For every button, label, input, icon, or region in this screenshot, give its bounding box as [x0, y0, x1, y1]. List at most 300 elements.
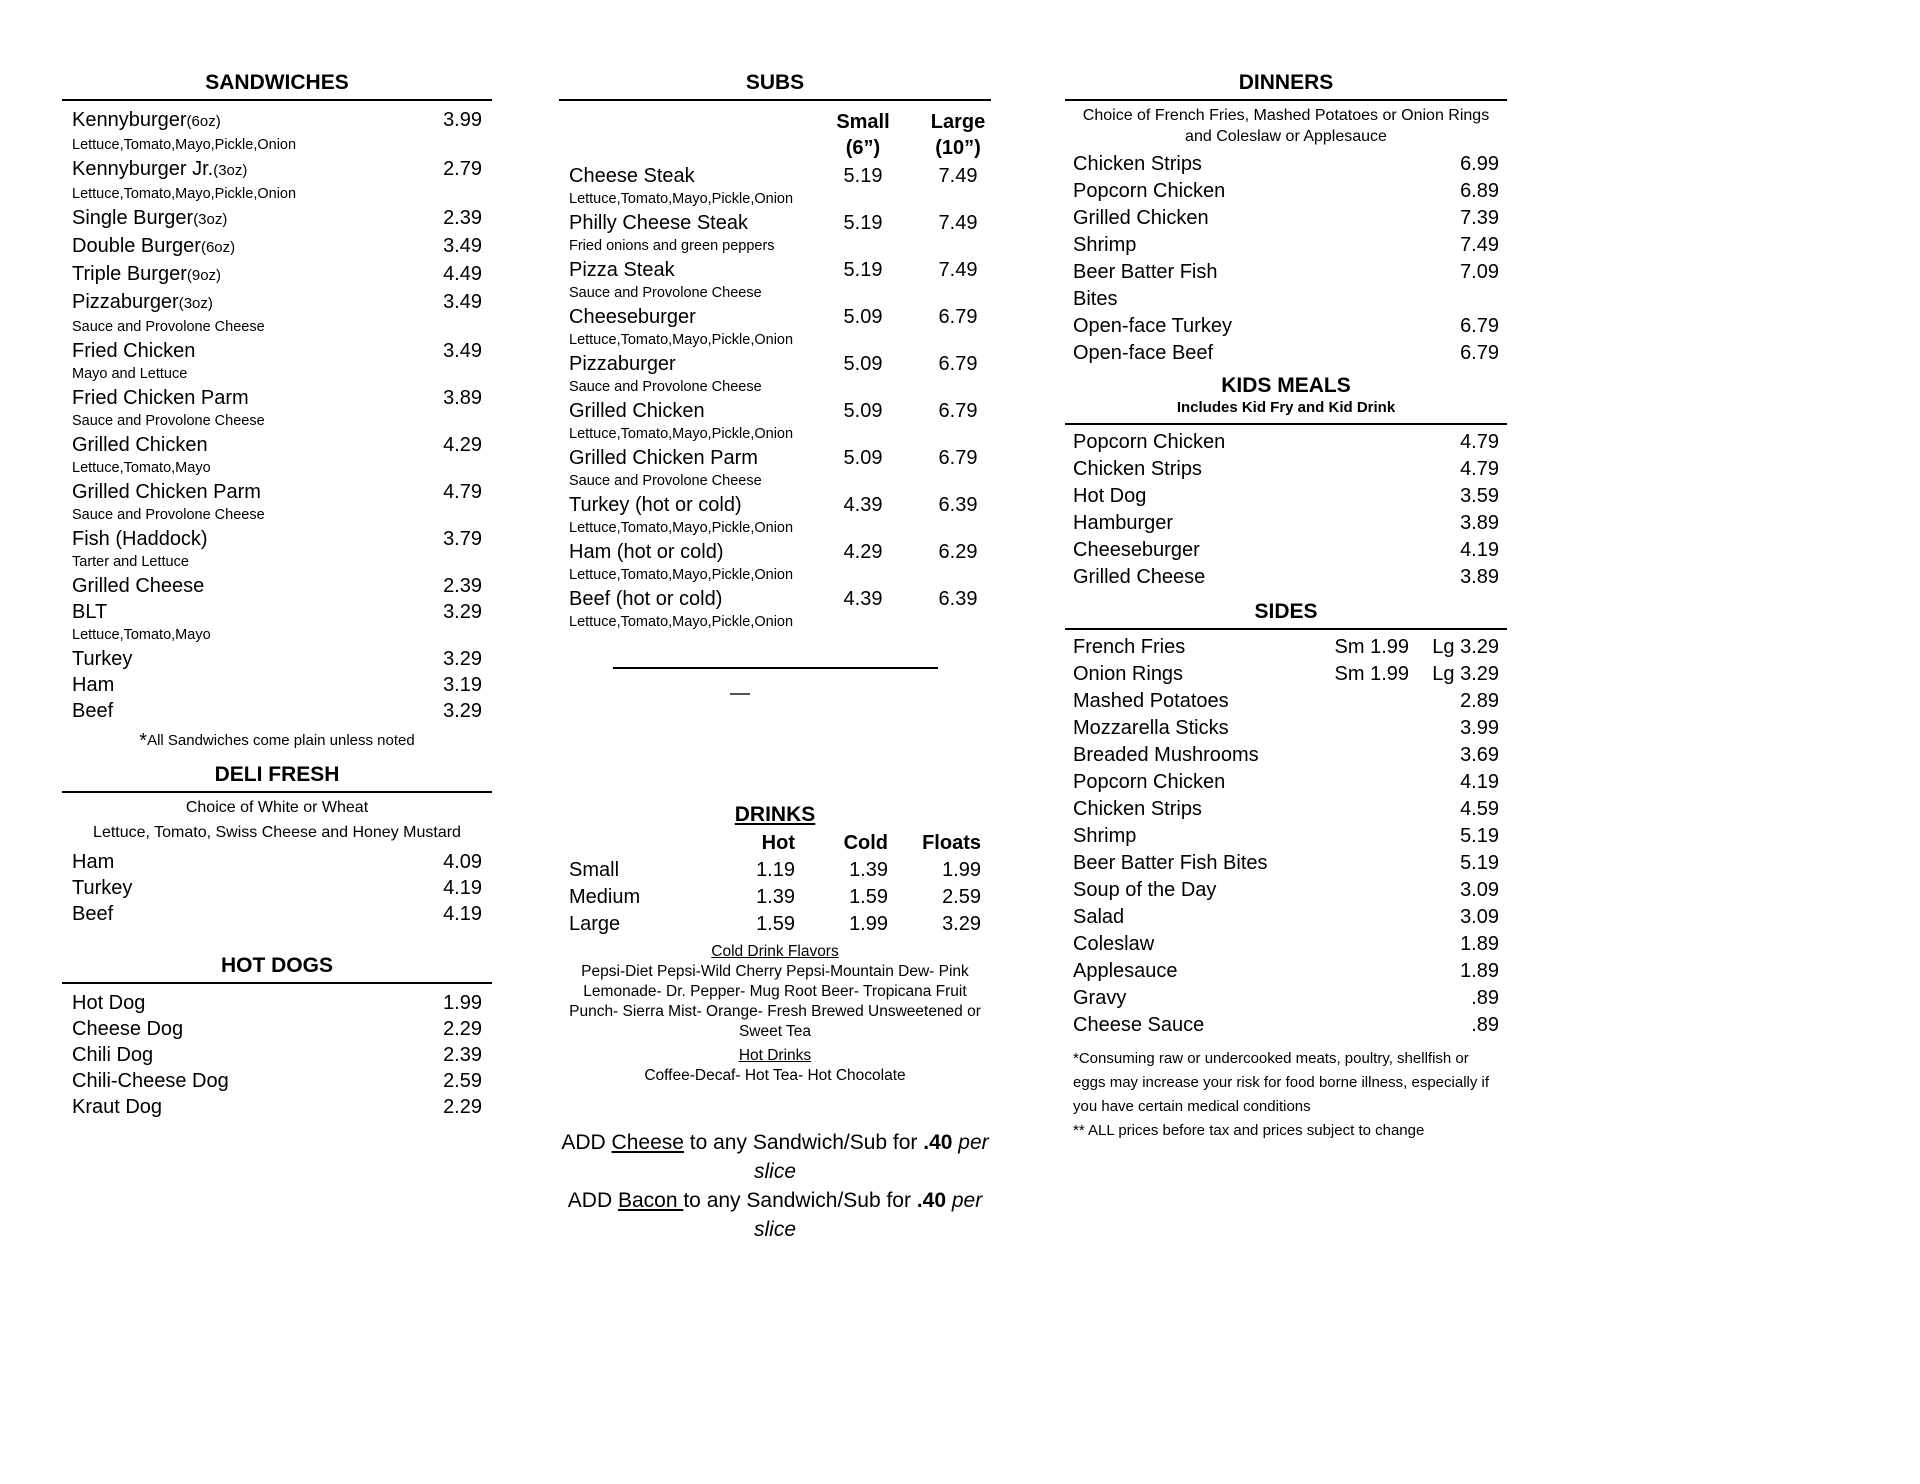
menu-item-price: 7.39 — [1460, 207, 1499, 229]
menu-item-price: 2.39 — [443, 207, 482, 229]
menu-item-price: 3.19 — [443, 674, 482, 696]
side-price: 1.89 — [1460, 960, 1499, 982]
add-item: Cheese — [611, 1131, 684, 1154]
subs-large-header — [925, 109, 991, 161]
menu-item-size: (3oz) — [193, 211, 228, 228]
hot-drinks-title-text: Hot Drinks — [738, 1047, 812, 1064]
add-unit: per slice — [753, 1189, 983, 1241]
menu-item-price: 4.49 — [443, 263, 482, 285]
note-asterisk: * — [139, 730, 148, 752]
side-item-row — [1073, 769, 1499, 796]
kids-meals-section — [1065, 373, 1507, 591]
sub-item-row — [569, 445, 991, 471]
side-price: Lg 3.29 — [1432, 636, 1499, 658]
menu-item-name: Grilled Chicken — [569, 400, 705, 422]
menu-item-row — [72, 107, 482, 135]
drink-cold-price: 1.99 — [849, 913, 888, 935]
cold-flavors-title-text: Cold Drink Flavors — [711, 943, 839, 960]
deli-fresh-subtitle-1: Choice of White or Wheat — [185, 799, 369, 816]
menu-item-price: 3.99 — [443, 109, 482, 131]
menu-item-price: 6.89 — [1460, 180, 1499, 202]
drinks-table — [559, 830, 991, 938]
sub-small-price: 4.29 — [843, 541, 883, 563]
menu-item-row — [1073, 510, 1499, 537]
sub-small-price: 5.09 — [843, 400, 883, 422]
sub-item-row — [569, 351, 991, 377]
menu-item-name: Mozzarella Sticks — [1073, 717, 1229, 739]
menu-item-desc: Sauce and Provolone Cheese — [569, 473, 762, 489]
menu-item-desc: Tarter and Lettuce — [72, 554, 189, 570]
subs-small-header — [801, 109, 925, 161]
menu-item-name: Applesauce — [1073, 960, 1178, 982]
menu-item-price: 2.79 — [443, 158, 482, 180]
menu-item-row — [72, 289, 482, 317]
sub-small-price: 5.19 — [843, 165, 883, 187]
menu-item-row — [72, 698, 482, 724]
sub-large-price: 7.49 — [938, 259, 978, 281]
menu-item-size: (6oz) — [186, 113, 221, 130]
sandwiches-note — [62, 730, 492, 752]
menu-item-price: 6.79 — [1460, 342, 1499, 364]
menu-item-row — [1073, 313, 1499, 340]
column-left — [62, 70, 492, 1244]
dinners-subtitle-2: and Coleslaw or Applesauce — [1185, 128, 1387, 145]
sub-item-row — [569, 210, 991, 236]
side-item-row — [1073, 904, 1499, 931]
side-item-row — [1073, 931, 1499, 958]
column-center — [559, 70, 991, 1244]
menu-item-desc: Lettuce,Tomato,Mayo,Pickle,Onion — [72, 186, 297, 202]
add-ons-notes — [545, 1128, 1005, 1244]
side-price: 2.89 — [1460, 690, 1499, 712]
menu-item-price: 3.59 — [1460, 485, 1499, 507]
menu-item-desc: Lettuce,Tomato,Mayo,Pickle,Onion — [569, 567, 794, 583]
menu-item-name: Cheese Dog — [72, 1018, 184, 1040]
menu-item-price: 4.79 — [1460, 458, 1499, 480]
menu-item-price: 3.89 — [1460, 566, 1499, 588]
menu-item-row — [72, 646, 482, 672]
menu-item-name: Ham — [72, 674, 115, 696]
menu-item-row — [1073, 151, 1499, 178]
sub-item-row — [569, 539, 991, 565]
sides-list — [1065, 630, 1507, 1039]
column-right — [1065, 70, 1507, 1244]
menu-item-row — [1073, 537, 1499, 564]
menu-item-name: Grilled Chicken — [72, 434, 208, 456]
menu-item-desc: Lettuce,Tomato,Mayo,Pickle,Onion — [569, 191, 794, 207]
menu-item-price: 4.19 — [443, 877, 482, 899]
menu-item-name: Popcorn Chicken — [1073, 180, 1226, 202]
menu-item-row — [72, 526, 482, 552]
divider-line — [613, 667, 938, 669]
drinks-section — [559, 801, 991, 1086]
menu-item-desc: Lettuce,Tomato,Mayo,Pickle,Onion — [569, 332, 794, 348]
menu-item-desc: Fried onions and green peppers — [569, 238, 775, 254]
subs-list — [559, 161, 991, 633]
menu-item-price: 3.89 — [1460, 512, 1499, 534]
menu-item-price: 3.49 — [443, 291, 482, 313]
menu-item-name: Ham — [72, 851, 115, 873]
menu-item-row — [72, 1094, 482, 1120]
sandwiches-title: SANDWICHES — [62, 70, 492, 101]
subs-small-size: (6”) — [845, 137, 881, 159]
menu-item-name: Fried Chicken Parm — [72, 387, 249, 409]
menu-item-desc: Sauce and Provolone Cheese — [72, 507, 265, 523]
menu-item-name: Grilled Chicken Parm — [72, 481, 261, 503]
menu-item-name: Grilled Cheese — [1073, 566, 1206, 588]
menu-item-row — [72, 385, 482, 411]
menu-item-name: Popcorn Chicken — [1073, 431, 1226, 453]
menu-item-price: 7.09 — [1460, 261, 1499, 283]
side-price: 4.59 — [1460, 798, 1499, 820]
drink-hot-price: 1.39 — [756, 886, 795, 908]
add-cheese-note — [545, 1128, 1005, 1186]
side-item-row — [1073, 796, 1499, 823]
drink-size-label: Large — [569, 913, 621, 935]
drinks-header-row — [569, 830, 981, 857]
menu-item-row — [1073, 456, 1499, 483]
drinks-title-text: DRINKS — [734, 803, 816, 826]
menu-item-name: Grilled Chicken Parm — [569, 447, 758, 469]
kids-meals-title: KIDS MEALS — [1221, 374, 1351, 397]
add-price: .40 — [916, 1189, 947, 1212]
menu-item-name: Kennyburger Jr.(3oz) — [72, 158, 248, 180]
menu-item-row — [72, 849, 482, 875]
side-item-row — [1073, 850, 1499, 877]
sub-small-price: 5.09 — [843, 447, 883, 469]
menu-item-name: Chicken Strips — [1073, 153, 1202, 175]
menu-item-price: 3.29 — [443, 601, 482, 623]
menu-item-name: Cheese Steak — [569, 165, 695, 187]
menu-item-row — [1073, 429, 1499, 456]
menu-item-price: 2.29 — [443, 1096, 482, 1118]
side-item-row — [1073, 958, 1499, 985]
menu-item-row-wrap — [1073, 286, 1499, 313]
menu-item-name: Cheeseburger — [1073, 539, 1200, 561]
menu-item-desc: Sauce and Provolone Cheese — [569, 285, 762, 301]
side-small-price: Sm 1.99 — [1334, 663, 1409, 685]
drink-floats-price: 3.29 — [942, 913, 981, 935]
menu-item-name: Open-face Beef — [1073, 342, 1214, 364]
menu-item-name: French Fries — [1073, 636, 1186, 658]
sandwiches-section — [62, 70, 492, 752]
add-prefix: ADD — [561, 1131, 612, 1154]
sub-item-row — [569, 163, 991, 189]
menu-item-price: 3.49 — [443, 340, 482, 362]
drink-hot-price: 1.19 — [756, 859, 795, 881]
hot-drinks-list: Coffee-Decaf- Hot Tea- Hot Chocolate — [644, 1067, 906, 1084]
side-price: 1.89 — [1460, 933, 1499, 955]
menu-item-row — [72, 990, 482, 1016]
drink-cold-price: 1.59 — [849, 886, 888, 908]
add-price: .40 — [923, 1131, 953, 1154]
menu-item-name: Salad — [1073, 906, 1125, 928]
dinners-section — [1065, 70, 1507, 367]
disclaimer-prices: ** ALL prices before tax and prices subject to change — [1073, 1122, 1425, 1139]
menu-item-name: Beer Batter Fish Bites — [1073, 852, 1268, 874]
sub-large-price: 6.29 — [938, 541, 978, 563]
drinks-size-row — [569, 884, 981, 911]
menu-item-row — [1073, 564, 1499, 591]
menu-item-name: Chili Dog — [72, 1044, 154, 1066]
menu-item-desc: Lettuce,Tomato,Mayo,Pickle,Onion — [569, 520, 794, 536]
menu-item-row — [72, 573, 482, 599]
deli-fresh-section — [62, 762, 492, 927]
side-price: 3.69 — [1460, 744, 1499, 766]
sub-large-price: 7.49 — [938, 212, 978, 234]
subs-large-label: Large — [930, 111, 986, 133]
kids-meals-subtitle: Includes Kid Fry and Kid Drink — [1065, 398, 1507, 425]
side-price: 4.19 — [1460, 771, 1499, 793]
menu-item-desc: Lettuce,Tomato,Mayo,Pickle,Onion — [569, 426, 794, 442]
menu-item-name: Pizzaburger — [569, 353, 676, 375]
menu-item-name: Beef — [72, 700, 114, 722]
menu-item-price: 3.49 — [443, 235, 482, 257]
note-text: All Sandwiches come plain unless noted — [147, 732, 415, 749]
drinks-size-row — [569, 857, 981, 884]
menu-item-name: Chicken Strips — [1073, 458, 1202, 480]
menu-item-row — [1073, 259, 1499, 286]
side-item-row — [1073, 742, 1499, 769]
sub-item-row — [569, 304, 991, 330]
side-item-row — [1073, 1012, 1499, 1039]
menu-item-name: Beef (hot or cold) — [569, 588, 723, 610]
menu-item-row — [72, 1068, 482, 1094]
menu-item-price: 2.29 — [443, 1018, 482, 1040]
menu-item-name: Gravy — [1073, 987, 1127, 1009]
drinks-rows — [569, 857, 981, 938]
menu-item-size: (3oz) — [178, 295, 213, 312]
disclaimers — [1065, 1047, 1507, 1143]
sub-small-price: 5.19 — [843, 259, 883, 281]
menu-item-row — [72, 233, 482, 261]
menu-item-name: Shrimp — [1073, 234, 1137, 256]
sub-small-price: 5.19 — [843, 212, 883, 234]
sub-small-price: 4.39 — [843, 494, 883, 516]
dinners-subtitle-1: Choice of French Fries, Mashed Potatoes or Onion Rings — [1082, 107, 1490, 124]
menu-item-price: 2.39 — [443, 575, 482, 597]
cold-flavors-list: Pepsi-Diet Pepsi-Wild Cherry Pepsi-Mountain Dew- Pink Lemonade- Dr. Pepper- Mug Root Beer- Tropicana Fruit Punch- Sierra Mist- Orange- Fresh Brewed Unsweetened or Sweet Tea — [569, 963, 981, 1040]
subs-title: SUBS — [559, 70, 991, 101]
sub-item-row — [569, 257, 991, 283]
menu-item-size: (9oz) — [186, 267, 222, 284]
menu-item-desc: Sauce and Provolone Cheese — [569, 379, 762, 395]
menu-item-price: 3.29 — [443, 648, 482, 670]
subs-size-header-row — [559, 101, 991, 161]
menu-item-size: (6oz) — [200, 239, 236, 256]
drink-cold-price: 1.39 — [849, 859, 888, 881]
menu-item-name: Kennyburger(6oz) — [72, 109, 221, 131]
drink-floats-price: 2.59 — [942, 886, 981, 908]
kids-meals-list — [1065, 425, 1507, 591]
menu-item-name: Pizzaburger(3oz) — [72, 291, 213, 313]
menu-item-price: 4.29 — [443, 434, 482, 456]
menu-item-name: Double Burger(6oz) — [72, 235, 236, 257]
drinks-size-row — [569, 911, 981, 938]
sub-small-price: 4.39 — [843, 588, 883, 610]
menu-item-row — [1073, 483, 1499, 510]
cold-flavors-title — [559, 941, 991, 962]
side-price: 3.09 — [1460, 906, 1499, 928]
menu-item-name: Kraut Dog — [72, 1096, 163, 1118]
menu-item-price: 3.79 — [443, 528, 482, 550]
menu-item-price: 2.59 — [443, 1070, 482, 1092]
add-middle: to any Sandwich/Sub for — [683, 1131, 924, 1154]
sub-small-price: 5.09 — [843, 306, 883, 328]
menu-item-row — [72, 261, 482, 289]
drink-size-label: Medium — [569, 886, 641, 908]
drinks-floats-header: Floats — [922, 832, 981, 854]
menu-item-name: Philly Cheese Steak — [569, 212, 748, 234]
menu-item-name: Chicken Strips — [1073, 798, 1202, 820]
menu-item-name: Breaded Mushrooms — [1073, 744, 1259, 766]
menu-item-name: Grilled Chicken — [1073, 207, 1209, 229]
menu-item-size: (3oz) — [213, 162, 248, 179]
dinners-title: DINNERS — [1065, 70, 1507, 101]
menu-item-row — [72, 479, 482, 505]
side-item-row — [1073, 877, 1499, 904]
menu-item-desc: Mayo and Lettuce — [72, 366, 188, 382]
menu-item-desc: Sauce and Provolone Cheese — [72, 319, 265, 335]
menu-item-row — [72, 1042, 482, 1068]
sub-large-price: 6.39 — [938, 588, 978, 610]
menu-item-row — [72, 901, 482, 927]
menu-item-desc: Sauce and Provolone Cheese — [72, 413, 265, 429]
menu-item-name: Beef — [72, 903, 114, 925]
menu-item-row — [72, 672, 482, 698]
sub-small-price: 5.09 — [843, 353, 883, 375]
menu-item-name: Triple Burger(9oz) — [72, 263, 222, 285]
menu-item-row — [72, 205, 482, 233]
deli-fresh-list — [62, 843, 492, 927]
menu-item-name: Onion Rings — [1073, 663, 1184, 685]
side-item-row — [1073, 985, 1499, 1012]
side-item-row — [1073, 715, 1499, 742]
menu-item-price: 1.99 — [443, 992, 482, 1014]
menu-item-price: 2.39 — [443, 1044, 482, 1066]
deli-fresh-subtitle-2: Lettuce, Tomato, Swiss Cheese and Honey Mustard — [93, 824, 461, 841]
sub-large-price: 6.39 — [938, 494, 978, 516]
menu-item-name: Turkey (hot or cold) — [569, 494, 742, 516]
menu-item-desc: Lettuce,Tomato,Mayo,Pickle,Onion — [72, 137, 297, 153]
menu-item-price: 3.29 — [443, 700, 482, 722]
sub-item-row — [569, 398, 991, 424]
stray-dash-mark — [730, 693, 750, 695]
menu-item-name: Pizza Steak — [569, 259, 675, 281]
drinks-cold-header: Cold — [843, 832, 888, 854]
sub-large-price: 6.79 — [938, 306, 978, 328]
menu-item-desc: Lettuce,Tomato,Mayo — [72, 460, 211, 476]
menu-item-row — [1073, 340, 1499, 367]
subs-section — [559, 70, 991, 695]
add-prefix: ADD — [567, 1189, 618, 1212]
menu-item-price: 7.49 — [1460, 234, 1499, 256]
sub-large-price: 6.79 — [938, 400, 978, 422]
menu-item-name: Open-face Turkey — [1073, 315, 1232, 337]
dinners-list — [1065, 147, 1507, 367]
menu-item-price: 6.79 — [1460, 315, 1499, 337]
menu-item-name: Turkey — [72, 877, 133, 899]
menu-item-price: 3.89 — [443, 387, 482, 409]
menu-item-row — [72, 1016, 482, 1042]
add-bacon-note — [545, 1186, 1005, 1244]
menu-item-name: Soup of the Day — [1073, 879, 1217, 901]
menu-item-name: Fried Chicken — [72, 340, 196, 362]
subs-small-label: Small — [836, 111, 890, 133]
menu-item-name: Chili-Cheese Dog — [72, 1070, 229, 1092]
menu-item-row — [1073, 232, 1499, 259]
side-price: 3.09 — [1460, 879, 1499, 901]
menu-item-name: Mashed Potatoes — [1073, 690, 1229, 712]
hot-dogs-section — [62, 953, 492, 1120]
menu-item-name: Single Burger(3oz) — [72, 207, 228, 229]
sub-item-row — [569, 492, 991, 518]
side-price: Lg 3.29 — [1432, 663, 1499, 685]
add-middle: to any Sandwich/Sub for — [683, 1189, 917, 1212]
hot-dogs-list — [62, 984, 492, 1120]
drinks-header-spacer — [569, 830, 702, 857]
side-price: .89 — [1471, 1014, 1499, 1036]
menu-item-row — [72, 599, 482, 625]
hot-dogs-title: HOT DOGS — [62, 953, 492, 984]
menu-item-price: 4.79 — [1460, 431, 1499, 453]
menu-item-row — [72, 432, 482, 458]
disclaimer-consuming: *Consuming raw or undercooked meats, poultry, shellfish or eggs may increase your risk for food borne illness, especially if you have certain medical conditions — [1073, 1050, 1490, 1115]
menu-item-desc: Lettuce,Tomato,Mayo — [72, 627, 211, 643]
drink-floats-price: 1.99 — [942, 859, 981, 881]
drink-size-label: Small — [569, 859, 620, 881]
drinks-hot-header: Hot — [761, 832, 795, 854]
menu-item-row — [72, 875, 482, 901]
menu-item-name: Cheeseburger — [569, 306, 696, 328]
menu-item-name: Hamburger — [1073, 512, 1174, 534]
menu-item-name-line2: Bites — [1073, 288, 1118, 310]
menu-item-price: 4.19 — [1460, 539, 1499, 561]
side-price: 5.19 — [1460, 825, 1499, 847]
deli-fresh-title: DELI FRESH — [62, 762, 492, 793]
side-small-price: Sm 1.99 — [1334, 636, 1409, 658]
hot-drinks-title — [559, 1045, 991, 1066]
menu-item-name: Turkey — [72, 648, 133, 670]
menu-item-price: 4.19 — [443, 903, 482, 925]
side-price: 3.99 — [1460, 717, 1499, 739]
drink-hot-price: 1.59 — [756, 913, 795, 935]
side-item-row — [1073, 688, 1499, 715]
menu-item-name: Ham (hot or cold) — [569, 541, 724, 563]
menu-item-name: Fish (Haddock) — [72, 528, 208, 550]
menu-item-row — [72, 156, 482, 184]
menu-item-price: 4.79 — [443, 481, 482, 503]
sandwiches-list — [62, 101, 492, 724]
menu-item-name: Shrimp — [1073, 825, 1137, 847]
side-item-row — [1073, 823, 1499, 850]
menu-item-name: Coleslaw — [1073, 933, 1155, 955]
menu-item-row — [72, 338, 482, 364]
menu-item-name: Grilled Cheese — [72, 575, 205, 597]
sub-large-price: 6.79 — [938, 447, 978, 469]
sub-large-price: 7.49 — [938, 165, 978, 187]
sides-section — [1065, 599, 1507, 1039]
menu-item-row — [1073, 178, 1499, 205]
menu-item-price: 6.99 — [1460, 153, 1499, 175]
side-item-row — [1073, 661, 1499, 688]
menu-item-name: Hot Dog — [1073, 485, 1147, 507]
subs-header-spacer — [569, 109, 801, 161]
subs-large-size: (10”) — [935, 137, 981, 159]
side-price: 5.19 — [1460, 852, 1499, 874]
sides-title: SIDES — [1065, 599, 1507, 630]
menu-item-name: Beer Batter Fish — [1073, 261, 1218, 283]
